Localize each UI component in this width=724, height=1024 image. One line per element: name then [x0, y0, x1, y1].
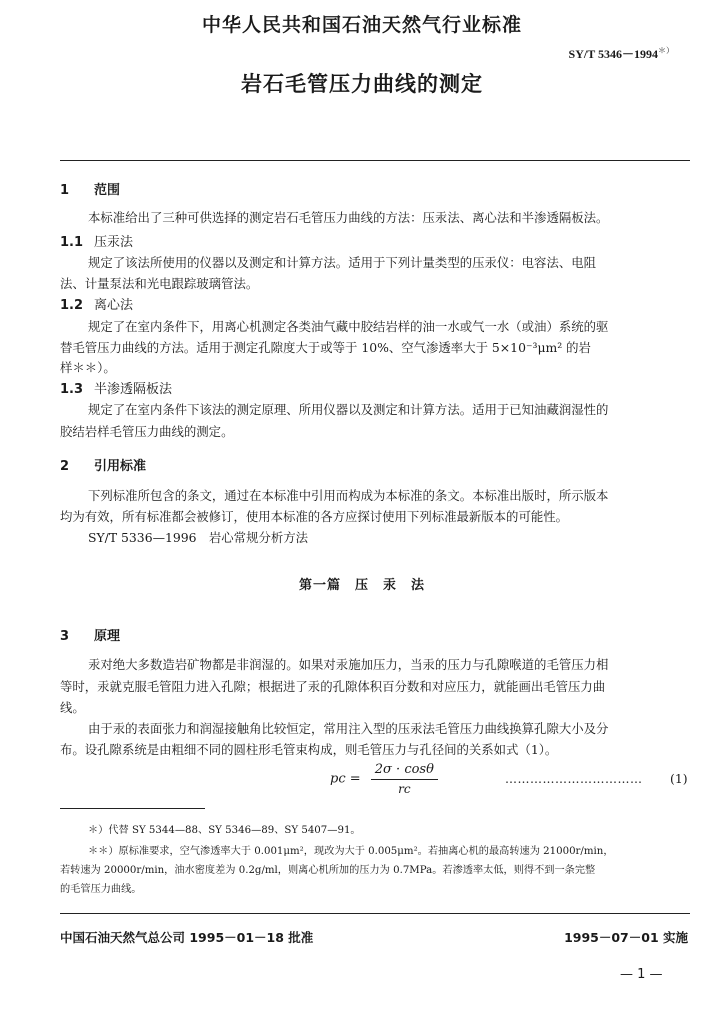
footnote-2-line-2: 若转速为 20000r/min，油水密度差为 0.2g/ml，则离心机所加的压力为 0.7MPa。若渗透率太低，则得不到一条完整	[60, 865, 596, 876]
approval-date: 中国石油天然气总公司 1995－01－18 批准	[60, 930, 314, 945]
effective-date: 1995－07－01 实施	[564, 930, 688, 945]
section-1-3-line-1: 规定了在室内条件下该法的测定原理、所用仪器以及测定和计算方法。适用于已知油藏润湿性的	[88, 402, 609, 417]
equation-denominator: rc	[398, 782, 411, 796]
section-1-3-heading: 1.3 半渗透隔板法	[60, 382, 173, 397]
section-1-3-line-2: 胶结岩样毛管压力曲线的测定。	[60, 424, 234, 439]
equation-leader-dots: ……………………………	[505, 772, 643, 786]
section-3-para-1-line-2: 等时，汞就克服毛管阻力进入孔隙；根据进了汞的孔隙体积百分数和对应压力，就能画出毛管压力曲	[60, 679, 606, 694]
section-1-2-line-3: 样＊＊）。	[60, 360, 116, 375]
section-2-heading: 2 引用标准	[60, 459, 147, 474]
standard-code-footnote-mark: ＊）	[658, 46, 674, 55]
section-1-2-line-2: 替毛管压力曲线的方法。适用于测定孔隙度大于或等于 10%、空气渗透率大于 5×10⁻³μm² 的岩	[60, 340, 591, 355]
section-1-2-line-1: 规定了在室内条件下，用离心机测定各类油气藏中胶结岩样的油一水或气一水（或油）系统的驱	[88, 319, 609, 334]
section-3-para-2-line-2: 布。设孔隙系统是由粗细不同的圆柱形毛管束构成，则毛管压力与孔径间的关系如式（1）。	[60, 742, 558, 757]
equation-lhs: pc =	[330, 771, 361, 787]
standard-organization: 中华人民共和国石油天然气行业标准	[201, 14, 522, 36]
section-3-para-2-line-1: 由于汞的表面张力和润湿接触角比较恒定，常用注入型的压汞法毛管压力曲线换算孔隙大小及分	[88, 721, 609, 736]
section-3-para-1-line-1: 汞对绝大多数造岩矿物都是非润湿的。如果对汞施加压力，当汞的压力与孔隙喉道的毛管压力相	[88, 657, 609, 672]
section-1-1-heading: 1.1 压汞法	[60, 235, 134, 250]
page-number: — 1 —	[620, 967, 663, 982]
section-2-line-2: 均为有效，所有标准都会被修订，使用本标准的各方应探讨使用下列标准最新版本的可能性。	[60, 509, 569, 524]
section-1-1-line-1: 规定了该法所使用的仪器以及测定和计算方法。适用于下列计量类型的压汞仪：电容法、电阻	[88, 255, 597, 270]
footer-divider	[60, 913, 690, 914]
equation-fraction	[371, 762, 438, 796]
standard-code: SY/T 5346－1994＊）	[568, 46, 674, 61]
equation-numerator: 2σ · cosθ	[371, 762, 438, 780]
section-1-2-heading: 1.2 离心法	[60, 298, 134, 313]
part-1-heading: 第一篇 压 汞 法	[298, 578, 425, 593]
footnote-divider	[60, 808, 205, 809]
equation-1	[330, 762, 438, 796]
section-3-heading: 3 原理	[60, 629, 121, 644]
section-1-1-line-2: 法、计量泵法和光电跟踪玻璃管法。	[60, 276, 259, 291]
section-2-line-1: 下列标准所包含的条文，通过在本标准中引用而构成为本标准的条文。本标准出版时，所示版本	[88, 488, 609, 503]
equation-number: (1)	[670, 771, 688, 786]
header-divider	[60, 160, 690, 161]
footnote-1: ＊）代替 SY 5344—88、SY 5346—89、SY 5407—91。	[88, 825, 361, 836]
section-1-intro: 本标准给出了三种可供选择的测定岩石毛管压力曲线的方法：压汞法、离心法和半渗透隔板法。	[88, 210, 609, 225]
document-title: 岩石毛管压力曲线的测定	[241, 72, 483, 96]
footnote-2-line-3: 的毛管压力曲线。	[60, 884, 142, 895]
section-3-para-1-line-3: 线。	[60, 700, 85, 715]
section-2-reference: SY/T 5336—1996 岩心常规分析方法	[88, 530, 309, 545]
section-1-heading: 1 范围	[60, 183, 121, 198]
footnote-2-line-1: ＊＊）原标准要求，空气渗透率大于 0.001μm²，现改为大于 0.005μm²。若抽离心机的最高转速为 21000r/min，	[88, 846, 614, 857]
